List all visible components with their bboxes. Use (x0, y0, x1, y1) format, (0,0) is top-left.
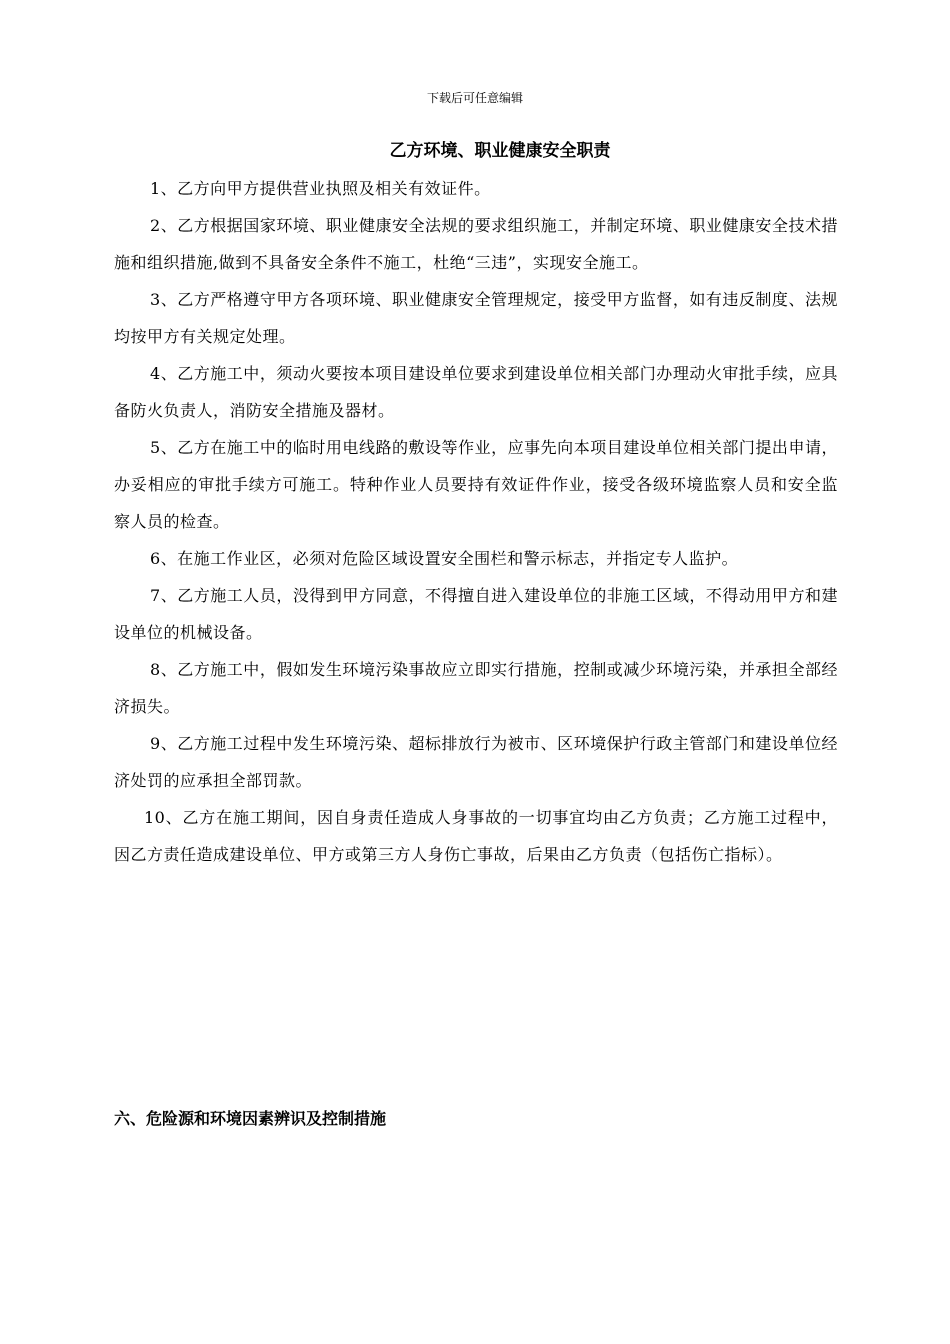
clause-3: 3、乙方严格遵守甲方各项环境、职业健康安全管理规定，接受甲方监督，如有违反制度、法规均按甲方有关规定处理。 (114, 290, 838, 346)
clause-6: 6、在施工作业区，必须对危险区域设置安全围栏和警示标志，并指定专人监护。 (150, 549, 739, 568)
clause-8: 8、乙方施工中，假如发生环境污染事故应立即实行措施，控制或减少环境污染，并承担全部经济损失。 (114, 660, 838, 716)
header-note: 下载后可任意编辑 (426, 91, 523, 105)
clause-7: 7、乙方施工人员，没得到甲方同意，不得擅自进入建设单位的非施工区域，不得动用甲方和建设单位的机械设备。 (114, 586, 838, 642)
clause-2: 2、乙方根据国家环境、职业健康安全法规的要求组织施工，并制定环境、职业健康安全技术措施和组织措施,做到不具备安全条件不施工，杜绝“三违”，实现安全施工。 (114, 216, 838, 272)
document-title: 乙方环境、职业健康安全职责 (389, 141, 611, 161)
clause-10: 10、乙方在施工期间，因自身责任造成人身事故的一切事宜均由乙方负责；乙方施工过程中，因乙方责任造成建设单位、甲方或第三方人身伤亡事故，后果由乙方负责（包括伤亡指标）。 (114, 808, 838, 864)
clause-9: 9、乙方施工过程中发生环境污染、超标排放行为被市、区环境保护行政主管部门和建设单位经济处罚的应承担全部罚款。 (114, 734, 838, 790)
clause-4: 4、乙方施工中，须动火要按本项目建设单位要求到建设单位相关部门办理动火审批手续，应具备防火负责人，消防安全措施及器材。 (114, 364, 838, 420)
clause-list (114, 170, 838, 873)
clause-1: 1、乙方向甲方提供营业执照及相关有效证件。 (150, 179, 491, 198)
section-heading: 六、危险源和环境因素辨识及控制措施 (114, 1109, 387, 1128)
clause-5: 5、乙方在施工中的临时用电线路的敷设等作业，应事先向本项目建设单位相关部门提出申请，办妥相应的审批手续方可施工。特种作业人员要持有效证件作业，接受各级环境监察人员和安全监察人员的检查。 (114, 438, 838, 531)
